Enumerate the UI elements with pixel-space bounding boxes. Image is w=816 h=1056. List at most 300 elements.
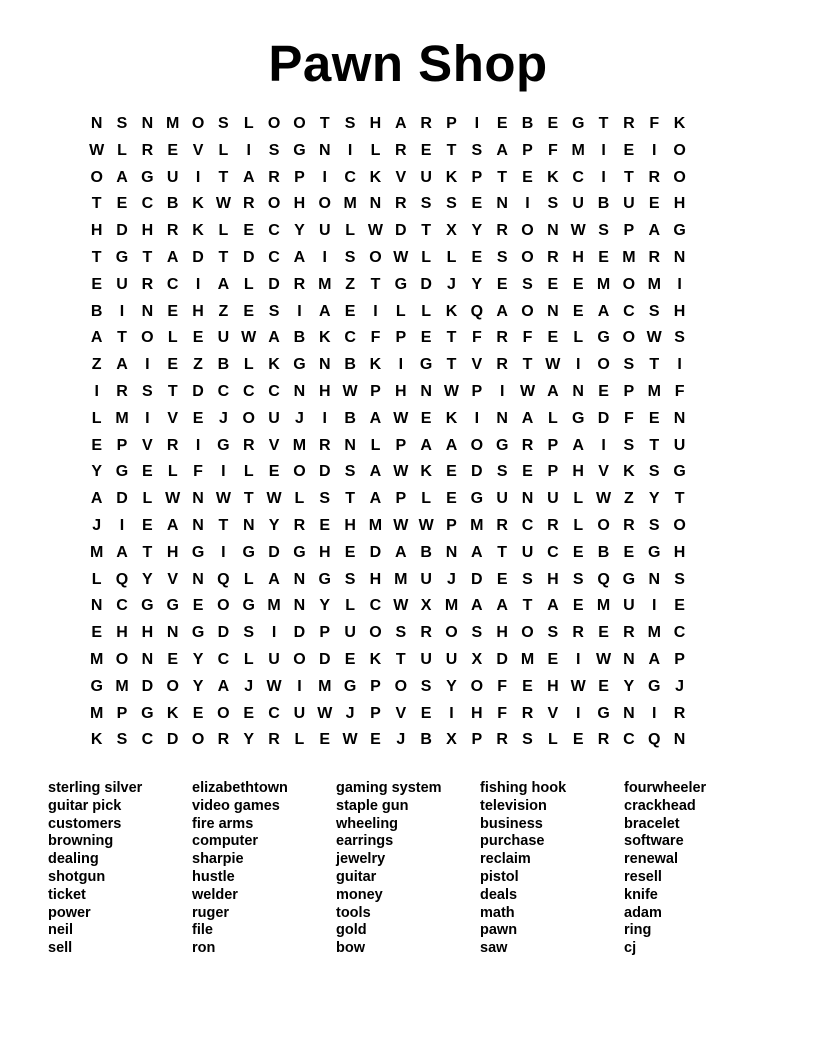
word-list-item: knife <box>624 886 658 903</box>
word-list-item: gaming system <box>336 780 442 796</box>
grid-letter: L <box>547 409 558 427</box>
word-list-item: dealing <box>48 851 99 868</box>
grid-letter: G <box>242 597 255 615</box>
grid-letter: R <box>648 248 661 266</box>
grid-letter: T <box>218 168 229 186</box>
grid-letter: F <box>624 409 634 427</box>
grid-letter: A <box>217 677 230 695</box>
grid-letter: R <box>293 275 306 293</box>
grid-letter: R <box>166 436 179 454</box>
grid-letter: F <box>547 141 558 159</box>
grid-letter: S <box>420 677 432 695</box>
grid-letter: L <box>370 436 381 454</box>
grid-letter: G <box>293 543 306 561</box>
grid-letter: J <box>294 409 304 427</box>
grid-letter: E <box>243 222 255 240</box>
grid-letter: A <box>471 543 483 561</box>
grid-letter: T <box>395 650 406 668</box>
grid-letter: H <box>395 382 407 400</box>
grid-letter: O <box>622 275 636 293</box>
grid-letter: Y <box>446 677 457 695</box>
grid-letter: H <box>369 570 382 588</box>
grid-letter: M <box>343 195 357 213</box>
grid-letter: J <box>244 677 254 695</box>
grid-letter: V <box>268 436 280 454</box>
grid-letter: Q <box>597 570 610 588</box>
grid-letter: J <box>447 570 456 588</box>
grid-letter: L <box>370 141 381 159</box>
grid-letter: H <box>318 382 331 400</box>
grid-letter: E <box>522 168 533 186</box>
grid-letter: E <box>572 275 584 293</box>
word-list-item: shotgun <box>48 868 106 885</box>
grid-letter: G <box>90 677 103 695</box>
grid-letter: V <box>167 570 179 588</box>
grid-letter: N <box>521 490 534 508</box>
grid-letter: L <box>573 516 584 534</box>
grid-letter: S <box>522 275 533 293</box>
grid-letter: P <box>446 516 457 534</box>
grid-letter: Y <box>294 222 305 240</box>
grid-letter: A <box>395 543 407 561</box>
grid-letter: P <box>370 382 381 400</box>
grid-letter: A <box>395 115 407 132</box>
grid-letter: O <box>673 141 686 159</box>
grid-letter: U <box>166 168 179 186</box>
grid-letter: T <box>497 543 508 561</box>
grid-letter: U <box>293 704 306 722</box>
word-list-item: resell <box>624 868 662 885</box>
grid-letter: S <box>344 248 356 266</box>
grid-letter: R <box>547 248 559 266</box>
grid-letter: U <box>268 409 280 427</box>
grid-letter: E <box>344 543 356 561</box>
grid-letter: S <box>319 490 331 508</box>
grid-letter: P <box>395 436 407 454</box>
grid-letter: U <box>420 570 432 588</box>
grid-letter: N <box>344 436 356 454</box>
grid-letter: L <box>573 329 584 347</box>
grid-letter: O <box>470 677 484 695</box>
grid-letter: M <box>444 597 459 615</box>
grid-letter: P <box>623 222 635 240</box>
grid-letter: O <box>521 302 534 320</box>
grid-letter: K <box>90 731 103 749</box>
grid-letter: A <box>293 248 306 266</box>
grid-letter: M <box>520 650 535 668</box>
grid-letter: O <box>394 677 408 695</box>
word-list-item: money <box>336 886 383 903</box>
grid-letter: U <box>572 195 584 213</box>
word-list-item: fourwheeler <box>624 780 707 796</box>
grid-letter: R <box>623 624 635 642</box>
grid-letter: P <box>547 436 559 454</box>
grid-letter: I <box>119 516 125 534</box>
grid-letter: E <box>420 329 432 347</box>
grid-letter: R <box>217 731 230 749</box>
grid-letter: A <box>572 436 584 454</box>
grid-letter: O <box>293 650 306 668</box>
grid-letter: R <box>496 731 508 749</box>
grid-letter: L <box>167 329 178 347</box>
grid-letter: N <box>141 115 154 132</box>
grid-letter: T <box>446 141 457 159</box>
grid-letter: L <box>345 222 355 240</box>
grid-letter: B <box>420 543 432 561</box>
grid-letter: E <box>319 731 331 749</box>
grid-letter: H <box>496 624 508 642</box>
grid-letter: U <box>623 195 635 213</box>
grid-letter: R <box>166 222 179 240</box>
word-list-item: business <box>480 815 543 832</box>
grid-letter: P <box>395 490 407 508</box>
word-list-item: bow <box>336 940 365 957</box>
grid-letter: G <box>673 463 686 481</box>
grid-letter: T <box>91 248 102 266</box>
grid-letter: D <box>420 275 432 293</box>
grid-letter: E <box>572 597 584 615</box>
grid-letter: D <box>496 650 508 668</box>
grid-letter: C <box>141 731 154 749</box>
grid-letter: C <box>623 731 635 749</box>
letter-grid <box>84 111 692 754</box>
grid-letter: E <box>192 597 204 615</box>
grid-letter: S <box>623 436 635 454</box>
grid-letter: E <box>623 543 635 561</box>
grid-letter: S <box>496 248 508 266</box>
grid-letter: H <box>141 222 154 240</box>
word-list-item: math <box>480 904 515 921</box>
grid-letter: E <box>192 409 204 427</box>
grid-letter: Y <box>142 570 153 588</box>
word-list-item: file <box>192 922 213 939</box>
grid-letter: D <box>268 275 280 293</box>
grid-letter: T <box>624 168 634 186</box>
grid-letter: A <box>116 168 128 186</box>
grid-letter: W <box>215 490 231 508</box>
grid-letter: N <box>547 302 559 320</box>
word-list-item: welder <box>192 886 238 903</box>
grid-letter: L <box>117 141 127 159</box>
grid-letter: R <box>242 195 255 213</box>
grid-letter: O <box>521 624 534 642</box>
grid-letter: I <box>195 436 201 454</box>
word-list-item: adam <box>624 904 662 921</box>
grid-letter: A <box>471 597 483 615</box>
grid-letter: N <box>242 516 255 534</box>
word-list-item: fishing hook <box>480 780 567 796</box>
grid-letter: E <box>547 329 559 347</box>
grid-letter: J <box>447 275 456 293</box>
grid-letter: K <box>420 463 432 481</box>
grid-letter: E <box>420 141 432 159</box>
grid-letter: E <box>648 409 660 427</box>
grid-letter: S <box>243 624 255 642</box>
grid-letter: D <box>268 543 280 561</box>
grid-letter: X <box>420 597 432 615</box>
grid-letter: M <box>647 624 661 642</box>
grid-letter: I <box>575 356 581 374</box>
grid-letter: P <box>370 677 381 695</box>
grid-letter: P <box>395 329 407 347</box>
grid-letter: O <box>597 356 610 374</box>
grid-letter: X <box>446 731 457 749</box>
grid-letter: C <box>268 222 280 240</box>
grid-letter: I <box>677 356 682 374</box>
grid-letter: S <box>623 356 635 374</box>
grid-letter: H <box>673 543 686 561</box>
grid-letter: W <box>215 195 231 213</box>
grid-letter: H <box>192 302 204 320</box>
grid-letter: E <box>547 115 559 132</box>
grid-letter: T <box>522 597 533 615</box>
grid-letter: W <box>545 356 561 374</box>
grid-letter: G <box>115 248 129 266</box>
grid-letter: B <box>521 115 534 132</box>
grid-letter: I <box>94 382 99 400</box>
word-list-item: hustle <box>192 868 235 885</box>
grid-letter: E <box>522 463 533 481</box>
grid-letter: P <box>471 731 483 749</box>
grid-letter: L <box>395 302 406 320</box>
grid-letter: S <box>547 624 559 642</box>
grid-letter: O <box>166 677 179 695</box>
grid-letter: Y <box>623 677 635 695</box>
grid-letter: I <box>297 302 302 320</box>
grid-letter: L <box>91 409 102 427</box>
grid-letter: C <box>116 597 128 615</box>
grid-letter: U <box>420 650 432 668</box>
grid-letter: M <box>90 543 104 561</box>
grid-letter: G <box>571 409 585 427</box>
grid-letter: D <box>318 650 331 668</box>
grid-letter: W <box>393 516 409 534</box>
grid-letter: J <box>345 704 355 722</box>
grid-letter: R <box>623 115 635 132</box>
grid-letter: A <box>217 275 230 293</box>
grid-letter: T <box>497 168 508 186</box>
grid-letter: A <box>648 222 661 240</box>
grid-letter: P <box>446 115 457 132</box>
grid-letter: N <box>496 409 508 427</box>
grid-letter: V <box>598 463 609 481</box>
grid-letter: N <box>445 543 458 561</box>
grid-letter: W <box>595 650 612 668</box>
grid-letter: I <box>652 597 657 615</box>
grid-letter: G <box>597 704 610 722</box>
word-list-item: ron <box>192 940 216 957</box>
grid-letter: F <box>497 677 508 695</box>
grid-letter: O <box>267 195 281 213</box>
word-list-item: renewal <box>624 851 678 868</box>
grid-letter: L <box>218 141 229 159</box>
grid-letter: O <box>597 516 610 534</box>
grid-letter: M <box>622 248 636 266</box>
grid-letter: C <box>268 248 280 266</box>
grid-letter: L <box>421 302 432 320</box>
grid-letter: M <box>368 516 383 534</box>
grid-letter: F <box>674 382 685 400</box>
grid-letter: S <box>116 115 128 132</box>
grid-letter: L <box>142 490 153 508</box>
grid-letter: R <box>268 731 280 749</box>
grid-letter: F <box>522 329 533 347</box>
grid-letter: P <box>370 704 381 722</box>
grid-letter: D <box>242 248 255 266</box>
grid-letter: A <box>369 409 382 427</box>
grid-letter: U <box>318 222 331 240</box>
grid-letter: W <box>570 222 586 240</box>
grid-letter: I <box>474 115 480 132</box>
grid-letter: E <box>420 704 432 722</box>
grid-letter: D <box>597 409 610 427</box>
grid-letter: A <box>445 436 458 454</box>
grid-letter: R <box>293 516 306 534</box>
grid-letter: T <box>243 490 254 508</box>
grid-letter: I <box>373 302 378 320</box>
grid-letter: J <box>396 731 406 749</box>
grid-letter: Z <box>624 490 634 508</box>
grid-letter: N <box>623 650 635 668</box>
grid-letter: O <box>191 731 205 749</box>
grid-letter: A <box>547 597 559 615</box>
grid-letter: C <box>268 382 280 400</box>
grid-letter: H <box>673 195 686 213</box>
grid-letter: R <box>420 624 432 642</box>
grid-letter: I <box>195 275 201 293</box>
grid-letter: A <box>166 516 179 534</box>
grid-letter: I <box>474 409 480 427</box>
grid-letter: D <box>471 463 483 481</box>
grid-letter: W <box>342 731 358 749</box>
grid-letter: R <box>268 168 280 186</box>
grid-letter: U <box>521 543 534 561</box>
grid-letter: M <box>318 677 332 695</box>
grid-letter: T <box>345 490 355 508</box>
grid-letter: S <box>268 302 280 320</box>
grid-letter: N <box>673 248 686 266</box>
grid-letter: O <box>267 115 281 132</box>
grid-letter: W <box>241 329 257 347</box>
grid-letter: J <box>675 677 685 695</box>
word-list-item: gold <box>336 922 367 939</box>
grid-letter: S <box>142 382 153 400</box>
grid-letter: S <box>344 570 356 588</box>
grid-letter: I <box>499 382 505 400</box>
grid-letter: L <box>573 490 584 508</box>
word-list-item: power <box>48 904 91 921</box>
grid-letter: I <box>575 704 581 722</box>
grid-letter: G <box>141 704 154 722</box>
grid-letter: O <box>521 222 534 240</box>
grid-letter: O <box>141 329 154 347</box>
grid-letter: K <box>369 650 382 668</box>
grid-letter: K <box>268 356 280 374</box>
grid-letter: N <box>192 570 204 588</box>
grid-letter: L <box>91 570 102 588</box>
grid-letter: I <box>119 302 125 320</box>
grid-letter: T <box>446 356 457 374</box>
grid-letter: G <box>343 677 357 695</box>
grid-letter: C <box>166 275 179 293</box>
grid-letter: E <box>91 624 102 642</box>
grid-letter: D <box>141 677 154 695</box>
grid-letter: C <box>572 168 584 186</box>
grid-letter: H <box>318 543 331 561</box>
grid-letter: U <box>547 490 559 508</box>
grid-letter: A <box>90 329 103 347</box>
grid-letter: N <box>572 382 584 400</box>
grid-letter: N <box>547 222 559 240</box>
grid-letter: G <box>648 677 661 695</box>
grid-letter: M <box>115 409 129 427</box>
grid-letter: V <box>192 141 204 159</box>
grid-letter: S <box>648 463 660 481</box>
grid-letter: M <box>470 516 484 534</box>
grid-letter: G <box>622 570 636 588</box>
grid-letter: Y <box>192 650 204 668</box>
page-title: Pawn Shop <box>268 35 548 92</box>
grid-letter: J <box>92 516 102 534</box>
grid-letter: W <box>317 704 333 722</box>
grid-letter: D <box>116 490 128 508</box>
grid-letter: D <box>192 248 204 266</box>
grid-letter: K <box>318 329 331 347</box>
grid-letter: E <box>471 195 483 213</box>
grid-letter: S <box>218 115 229 132</box>
grid-letter: C <box>242 382 255 400</box>
grid-letter: S <box>395 624 407 642</box>
grid-letter: V <box>167 409 179 427</box>
grid-letter: N <box>192 490 204 508</box>
grid-letter: S <box>420 195 432 213</box>
grid-letter: E <box>446 463 457 481</box>
grid-letter: Q <box>217 570 230 588</box>
grid-letter: E <box>167 302 179 320</box>
grid-letter: G <box>242 543 255 561</box>
grid-letter: I <box>525 195 530 213</box>
grid-letter: N <box>166 624 179 642</box>
grid-letter: A <box>496 597 508 615</box>
grid-letter: O <box>115 650 129 668</box>
grid-letter: O <box>242 409 255 427</box>
word-list-item: cj <box>624 940 637 957</box>
grid-letter: E <box>547 650 559 668</box>
grid-letter: I <box>347 141 353 159</box>
grid-letter: K <box>547 168 559 186</box>
grid-letter: P <box>547 463 559 481</box>
grid-letter: T <box>117 329 127 347</box>
grid-letter: W <box>519 382 536 400</box>
grid-letter: R <box>116 382 128 400</box>
grid-letter: N <box>420 382 432 400</box>
grid-letter: L <box>243 275 254 293</box>
grid-letter: D <box>369 543 382 561</box>
grid-letter: W <box>89 141 105 159</box>
grid-letter: O <box>217 597 230 615</box>
grid-letter: A <box>496 141 508 159</box>
grid-letter: U <box>217 329 230 347</box>
grid-letter: B <box>90 302 103 320</box>
word-list-item: purchase <box>480 833 545 850</box>
grid-letter: N <box>293 570 306 588</box>
grid-letter: O <box>318 195 331 213</box>
grid-letter: N <box>369 195 382 213</box>
word-list-item: pawn <box>480 922 518 939</box>
grid-letter: E <box>167 141 179 159</box>
grid-letter: N <box>648 570 661 588</box>
grid-letter: K <box>445 168 458 186</box>
